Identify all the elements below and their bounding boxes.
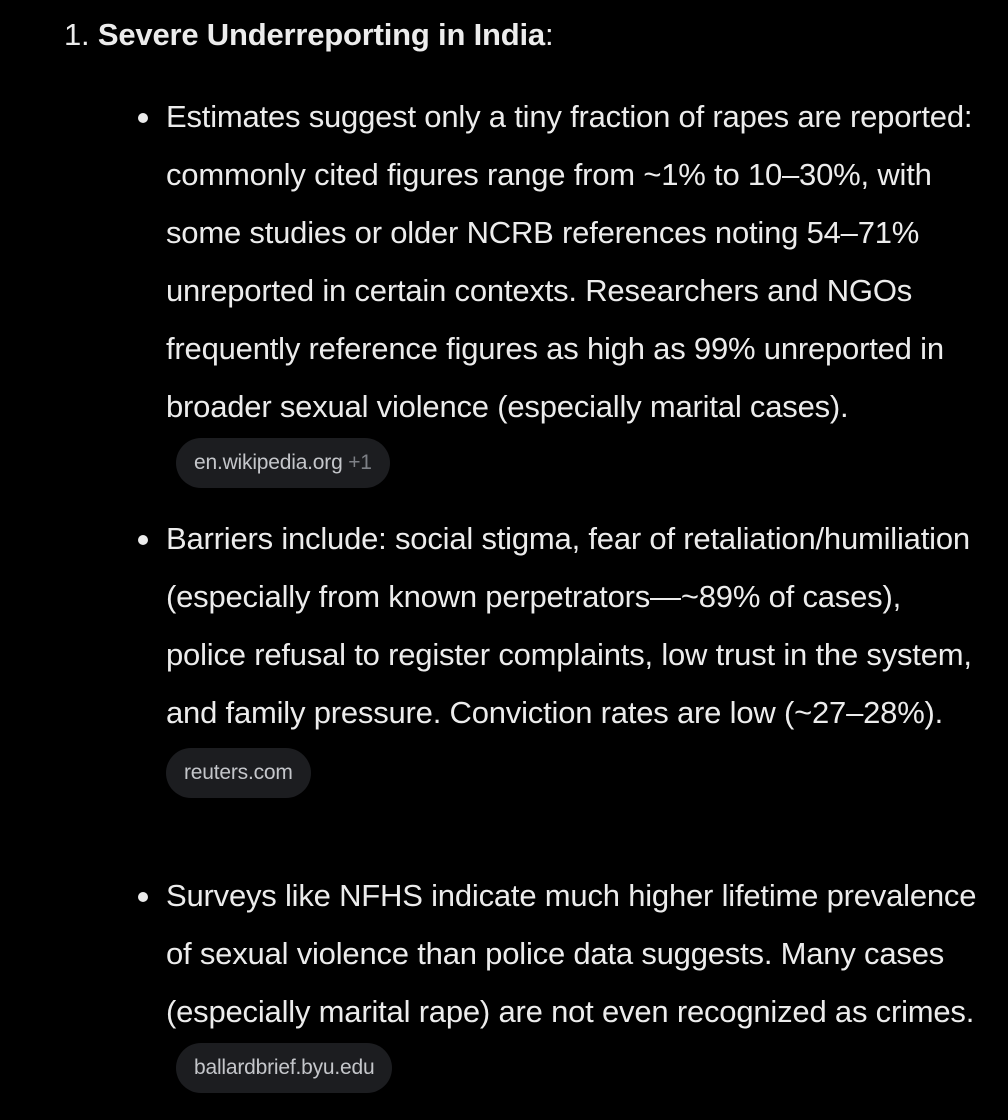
source-chip-count: +1 (348, 450, 372, 474)
bullet-text: Barriers include: social stigma, fear of retaliation/humiliation (especially from known perpetrators—~89% of cases), police refusal to register complaints, low trust in the system, and family pressure. Conviction rates are low (~27–28%). (166, 521, 972, 730)
source-chip-label: en.wikipedia.org (194, 450, 343, 474)
source-chip[interactable] (176, 438, 390, 488)
section-heading (64, 14, 553, 56)
source-chip-label: reuters.com (184, 760, 293, 784)
heading-colon: : (544, 17, 554, 52)
bullet-marker (138, 535, 148, 545)
bullet-marker (138, 892, 148, 902)
list-item (166, 510, 978, 800)
list-number: 1. (64, 17, 90, 52)
source-chip[interactable] (166, 748, 311, 798)
source-chip-label: ballardbrief.byu.edu (194, 1055, 375, 1079)
list-item (166, 867, 978, 1099)
section-title: Severe Underreporting in India (97, 17, 545, 52)
bullet-marker (138, 113, 148, 123)
source-chip[interactable] (176, 1043, 392, 1093)
bullet-text: Surveys like NFHS indicate much higher lifetime prevalence of sexual violence than police data suggests. Many cases (especially marital rape) are not even recognized as crimes. (166, 878, 977, 1029)
bullet-text: Estimates suggest only a tiny fraction of rapes are reported: commonly cited figures range from ~1% to 10–30%, with some studies or older NCRB references noting 54–71% unreported in certain contexts. Researchers and NGOs frequently reference figures as high as 99% unreported in broader sexual violence (especially marital cases). (166, 99, 973, 424)
list-item (166, 88, 978, 494)
